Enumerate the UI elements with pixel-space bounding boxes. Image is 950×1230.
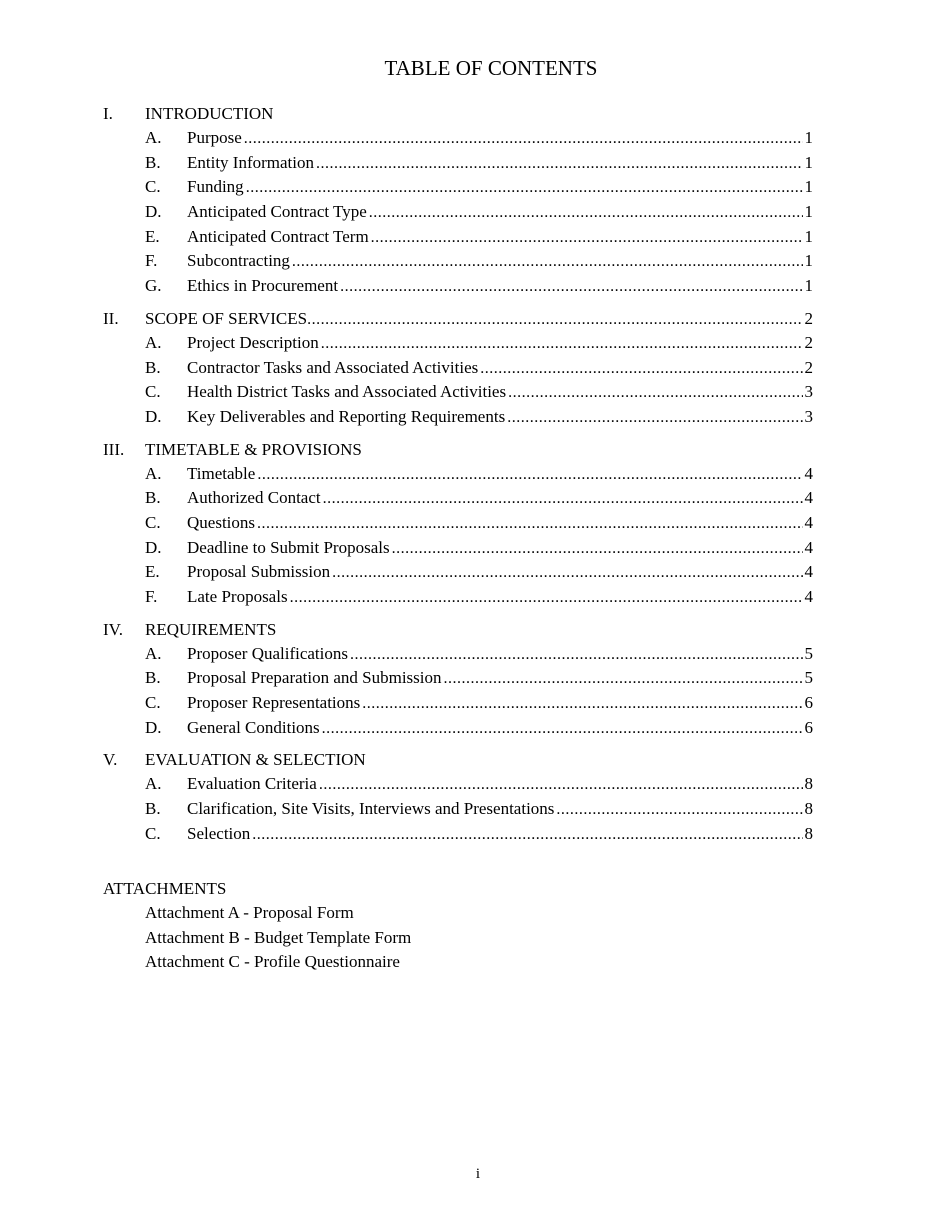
section-title: SCOPE OF SERVICES	[145, 308, 308, 328]
section-page-number: 2	[804, 308, 813, 328]
toc-entry	[103, 175, 813, 200]
toc-entry	[103, 716, 813, 741]
entry-page-number: 8	[804, 823, 813, 843]
section-title: REQUIREMENTS	[145, 619, 277, 639]
toc-entry	[103, 642, 813, 667]
entry-letter: A.	[145, 643, 162, 663]
section-numeral: II.	[103, 308, 119, 328]
entry-page-number: 5	[804, 668, 813, 688]
toc-entry	[103, 356, 813, 381]
entry-title: Deadline to Submit Proposals	[187, 536, 392, 561]
entry-letter: B.	[145, 488, 161, 508]
entry-title: General Conditions	[187, 716, 322, 741]
entry-page-number: 2	[804, 357, 813, 377]
toc-section-heading	[103, 748, 813, 772]
entry-page-number: 4	[804, 488, 813, 508]
entry-title: Ethics in Procurement	[187, 274, 340, 299]
entry-letter: D.	[145, 406, 162, 426]
attachments-heading: ATTACHMENTS	[103, 879, 227, 898]
dot-leader	[350, 643, 803, 668]
entry-page-number: 4	[804, 562, 813, 582]
entry-title: Entity Information	[187, 151, 316, 176]
entry-page-number: 4	[804, 463, 813, 483]
entry-title: Subcontracting	[187, 249, 292, 274]
toc-entry	[103, 331, 813, 356]
toc-entry	[103, 126, 813, 151]
toc-entry	[103, 274, 813, 299]
entry-page-number: 3	[804, 406, 813, 426]
entry-title: Proposer Representations	[187, 691, 362, 716]
toc-section	[103, 748, 813, 846]
attachment-item: Attachment A - Proposal Form	[145, 903, 354, 922]
toc-entry	[103, 797, 813, 822]
toc-entry	[103, 405, 813, 430]
entry-page-number: 6	[804, 693, 813, 713]
entry-title: Project Description	[187, 331, 321, 356]
toc-section	[103, 102, 813, 299]
toc-section	[103, 618, 813, 741]
entry-title: Evaluation Criteria	[187, 772, 319, 797]
dot-leader	[319, 773, 803, 798]
toc-entry	[103, 585, 813, 610]
entry-letter: B.	[145, 668, 161, 688]
entry-letter: C.	[145, 823, 161, 843]
entry-letter: E.	[145, 562, 160, 582]
entry-letter: B.	[145, 152, 161, 172]
attachments-section	[103, 877, 411, 975]
toc-entry	[103, 691, 813, 716]
entry-letter: C.	[145, 382, 161, 402]
toc-entry	[103, 200, 813, 225]
entry-page-number: 3	[804, 382, 813, 402]
entry-title: Proposal Preparation and Submission	[187, 666, 444, 691]
toc-entry	[103, 536, 813, 561]
entry-letter: D.	[145, 717, 162, 737]
dot-leader	[316, 152, 802, 177]
entry-letter: C.	[145, 512, 161, 532]
entry-letter: C.	[145, 177, 161, 197]
dot-leader	[508, 381, 802, 406]
entry-page-number: 4	[804, 537, 813, 557]
entry-page-number: 1	[804, 202, 813, 222]
dot-leader	[257, 463, 802, 488]
dot-leader	[321, 332, 803, 357]
dot-leader	[252, 823, 802, 848]
dot-leader	[244, 127, 803, 152]
toc-section	[103, 438, 813, 610]
toc-entry	[103, 666, 813, 691]
toc-entry	[103, 511, 813, 536]
dot-leader	[340, 275, 802, 300]
entry-title: Questions	[187, 511, 257, 536]
dot-leader	[480, 357, 802, 382]
entry-title: Contractor Tasks and Associated Activities	[187, 356, 480, 381]
entry-title: Clarification, Site Visits, Interviews and Presentations	[187, 797, 556, 822]
toc-section-heading	[103, 618, 813, 642]
section-title: INTRODUCTION	[145, 104, 274, 123]
entry-letter: A.	[145, 463, 162, 483]
entry-page-number: 1	[804, 152, 813, 172]
section-title: EVALUATION & SELECTION	[145, 750, 366, 770]
entry-title: Purpose	[187, 126, 244, 151]
entry-page-number: 1	[804, 251, 813, 271]
toc-section	[103, 307, 813, 430]
entry-title: Selection	[187, 822, 252, 847]
entry-letter: F.	[145, 587, 158, 606]
toc-entry	[103, 560, 813, 585]
entry-page-number: 1	[804, 276, 813, 296]
entry-page-number: 6	[804, 717, 813, 737]
entry-letter: A.	[145, 332, 162, 352]
entry-title: Key Deliverables and Reporting Requirements	[187, 405, 507, 430]
dot-leader	[322, 717, 803, 742]
toc-section-heading	[103, 102, 813, 126]
entry-page-number: 1	[804, 226, 813, 246]
dot-leader	[371, 226, 803, 251]
table-of-contents	[103, 102, 813, 855]
entry-page-number: 8	[804, 774, 813, 794]
toc-entry	[103, 486, 813, 511]
entry-page-number: 2	[804, 332, 813, 352]
dot-leader	[369, 201, 803, 226]
toc-entry	[103, 225, 813, 250]
section-numeral: V.	[103, 750, 118, 770]
toc-entry	[103, 822, 813, 847]
entry-title: Authorized Contact	[187, 486, 323, 511]
dot-leader	[444, 667, 803, 692]
page-number: i	[475, 1166, 481, 1182]
dot-leader	[257, 512, 803, 537]
toc-entry	[103, 249, 813, 274]
entry-letter: C.	[145, 693, 161, 713]
entry-page-number: 4	[804, 587, 813, 606]
entry-letter: E.	[145, 226, 160, 246]
entry-page-number: 8	[804, 799, 813, 819]
dot-leader	[292, 250, 803, 275]
page-title: TABLE OF CONTENTS	[384, 56, 598, 80]
section-numeral: I.	[103, 104, 113, 123]
attachment-item: Attachment C - Profile Questionnaire	[145, 952, 400, 972]
entry-letter: B.	[145, 799, 161, 819]
dot-leader	[392, 537, 803, 562]
entry-letter: A.	[145, 128, 162, 147]
toc-section-heading	[103, 307, 813, 331]
entry-page-number: 1	[804, 177, 813, 197]
entry-title: Late Proposals	[187, 585, 290, 610]
toc-entry	[103, 380, 813, 405]
dot-leader	[507, 406, 802, 431]
entry-letter: B.	[145, 357, 161, 377]
entry-title: Timetable	[187, 462, 257, 487]
entry-page-number: 1	[804, 128, 813, 147]
entry-title: Proposer Qualifications	[187, 642, 350, 667]
dot-leader	[362, 692, 802, 717]
toc-entry	[103, 772, 813, 797]
entry-title: Funding	[187, 175, 246, 200]
dot-leader	[332, 561, 802, 586]
entry-title: Anticipated Contract Type	[187, 200, 369, 225]
entry-letter: D.	[145, 537, 162, 557]
toc-section-heading	[103, 438, 813, 462]
dot-leader	[290, 586, 803, 611]
section-numeral: III.	[103, 439, 125, 459]
section-numeral: IV.	[103, 619, 123, 639]
dot-leader	[307, 308, 802, 332]
entry-page-number: 5	[804, 643, 813, 663]
toc-entry	[103, 151, 813, 176]
dot-leader	[556, 798, 802, 823]
toc-entry	[103, 462, 813, 487]
entry-letter: G.	[145, 276, 162, 296]
entry-title: Proposal Submission	[187, 560, 332, 585]
entry-letter: A.	[145, 774, 162, 794]
entry-title: Anticipated Contract Term	[187, 225, 371, 250]
attachment-item: Attachment B - Budget Template Form	[145, 927, 412, 947]
dot-leader	[246, 176, 803, 201]
entry-page-number: 4	[804, 512, 813, 532]
section-title: TIMETABLE & PROVISIONS	[145, 439, 362, 459]
entry-letter: D.	[145, 202, 162, 222]
entry-letter: F.	[145, 251, 158, 271]
entry-title: Health District Tasks and Associated Activities	[187, 380, 508, 405]
dot-leader	[323, 487, 803, 512]
